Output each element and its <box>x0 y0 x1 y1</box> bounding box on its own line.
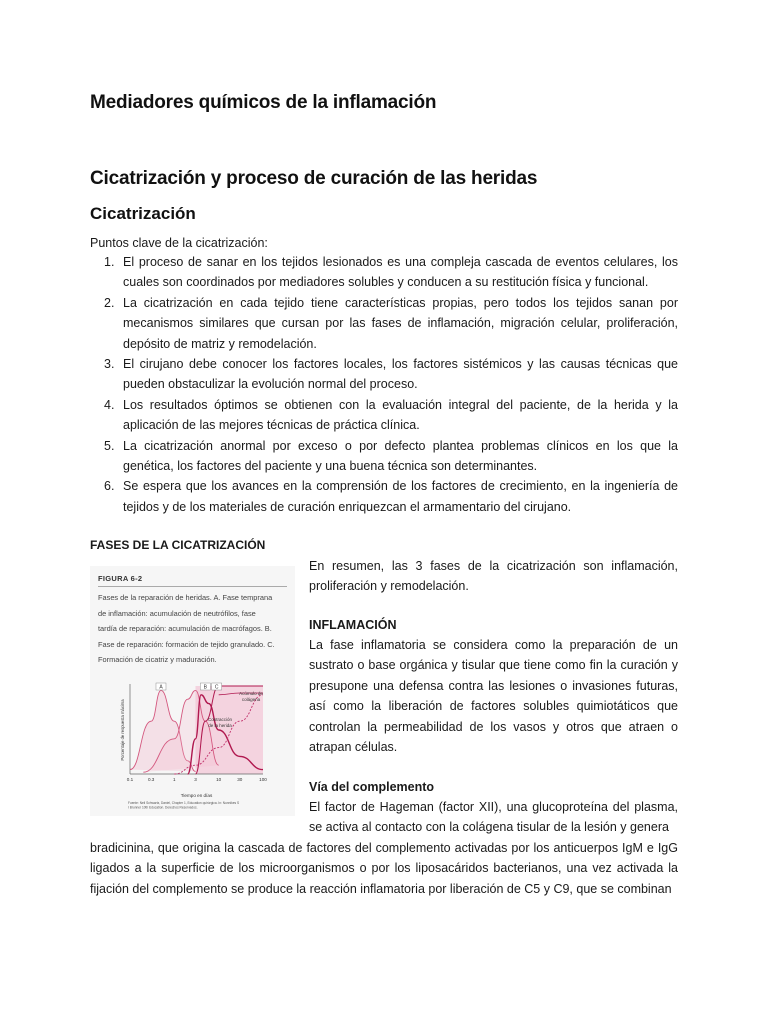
inflamacion-paragraph: La fase inflamatoria se considera como la preparación de un sustrato o base orgánica y tisular que tiene como fin la curación y presupone una defensa contra las lesiones o invasiones futuras, así como la liberación de factores solubles quimiotáticos que controlan la permeabilidad de los vasos y otros que atraen o atrapan células. <box>309 638 678 755</box>
caption-line: de inflamación: acumulación de neutrófilos, fase <box>98 608 256 618</box>
annotation-contraction-1: Contracción <box>207 717 233 722</box>
y-axis-label: Porcentaje de respuesta máxima <box>120 699 125 761</box>
key-point-number: 4. <box>104 397 115 412</box>
key-point-number: 3. <box>104 357 115 372</box>
caption-line: tardía de reparación: acumulación de macrófagos. B. <box>98 624 272 633</box>
key-point-number: 5. <box>104 438 115 453</box>
key-points-list <box>90 252 678 517</box>
key-point-text: Los resultados óptimos se obtienen con la evaluación integral del paciente, de la herida y la aplicación de las mejores técnicas de práctica clínica. <box>123 397 678 433</box>
annotation-collagen-2: colágena <box>241 697 261 702</box>
key-point-item <box>90 436 678 477</box>
x-tick-label: 30 <box>237 777 243 782</box>
figure-source-line2: I Brunner 10th Education. Derechos Reservados. <box>128 805 198 810</box>
inflamacion-heading: INFLAMACIÓN <box>309 618 397 632</box>
key-point-item <box>90 252 678 293</box>
wound-healing-chart <box>90 566 295 816</box>
x-tick-label: 1 <box>173 777 176 782</box>
caption-line: Fases de la reparación de heridas. A. Fase temprana <box>98 593 273 602</box>
x-tick-label: 0.1 <box>126 777 134 782</box>
key-point-text: El cirujano debe conocer los factores locales, los factores sistémicos y las causas técnicas que pueden obstaculizar la evolución normal del proceso. <box>123 357 678 392</box>
main-title: Mediadores químicos de la inflamación <box>90 92 437 113</box>
key-point-item <box>90 354 678 395</box>
x-tick-label: 100 <box>259 777 267 782</box>
complemento-paragraph-start: El factor de Hageman (factor XII), una glucoproteína del plasma, se activa al contacto con la colágena tisular de la lesión y genera <box>309 800 678 835</box>
x-tick-label: 10 <box>216 777 222 782</box>
annotation-collagen-1: Acúmulo de <box>239 691 263 696</box>
caption-line: Fase de reparación: formación de tejido granulado. C. <box>98 639 275 649</box>
fases-heading: FASES DE LA CICATRIZACIÓN <box>90 538 266 552</box>
key-point-number: 1. <box>104 255 115 269</box>
phase-label: C <box>214 684 219 691</box>
complemento-paragraph-continued: bradicinina, que origina la cascada de factores del complemento activadas por los anticuerpos IgM e IgG ligados a la superficie de los microorganismos o por los liposacáridos bacterianos, una vez activada la fijación del complemento se produce la reacción inflamatoria por liberación de C5 y C9, que se combinan <box>90 841 678 896</box>
x-tick-label: 3 <box>194 777 197 782</box>
figure-6-2 <box>90 566 295 816</box>
phase-label: B <box>203 684 207 691</box>
caption-line: Formación de cicatriz y maduración. <box>98 655 217 664</box>
key-point-item <box>90 293 678 354</box>
complemento-heading: Vía del complemento <box>309 780 435 794</box>
summary-paragraph: En resumen, las 3 fases de la cicatrización son inflamación, proliferación y remodelación. <box>309 559 678 594</box>
section-title: Cicatrización y proceso de curación de las heridas <box>90 168 538 189</box>
key-points-intro: Puntos clave de la cicatrización: <box>90 236 268 250</box>
key-point-number: 2. <box>104 295 115 310</box>
key-point-text: La cicatrización anormal por exceso o por defecto plantea problemas clínicos en los que la genética, los factores del paciente y una buena técnica son determinantes. <box>123 438 678 474</box>
key-point-text: La cicatrización en cada tejido tiene características propias, pero todos los tejidos sanan por mecanismos similares que cursan por las fases de inflamación, migración celular, proliferación, depósito de matriz y remodelación. <box>123 295 678 351</box>
subsection-title: Cicatrización <box>90 204 196 223</box>
phase-label: A <box>159 684 163 691</box>
key-point-text: El proceso de sanar en los tejidos lesionados es una compleja cascada de eventos celulares, los cuales son coordinados por mediadores solubles y conducen a su restitución física y funcional. <box>123 255 678 290</box>
annotation-contraction-2: de la herida <box>208 723 232 728</box>
key-point-item <box>90 395 678 436</box>
key-point-number: 6. <box>104 479 115 494</box>
x-tick-label: 0.3 <box>147 777 155 782</box>
figure-source: Fuente: Neil Schwartz, Daniel, Chapter 1, Education quirúrgica. In: Nunnikes S <box>128 801 240 805</box>
figure-label: FIGURA 6-2 <box>98 574 143 583</box>
x-axis-label: Tiempo en días <box>180 793 213 798</box>
key-point-item <box>90 476 678 517</box>
key-point-text: Se espera que los avances en la comprensión de los factores de crecimiento, en la ingeniería de tejidos y de los materiales de curación enriquezcan el armamentario del cirujano. <box>123 479 678 514</box>
